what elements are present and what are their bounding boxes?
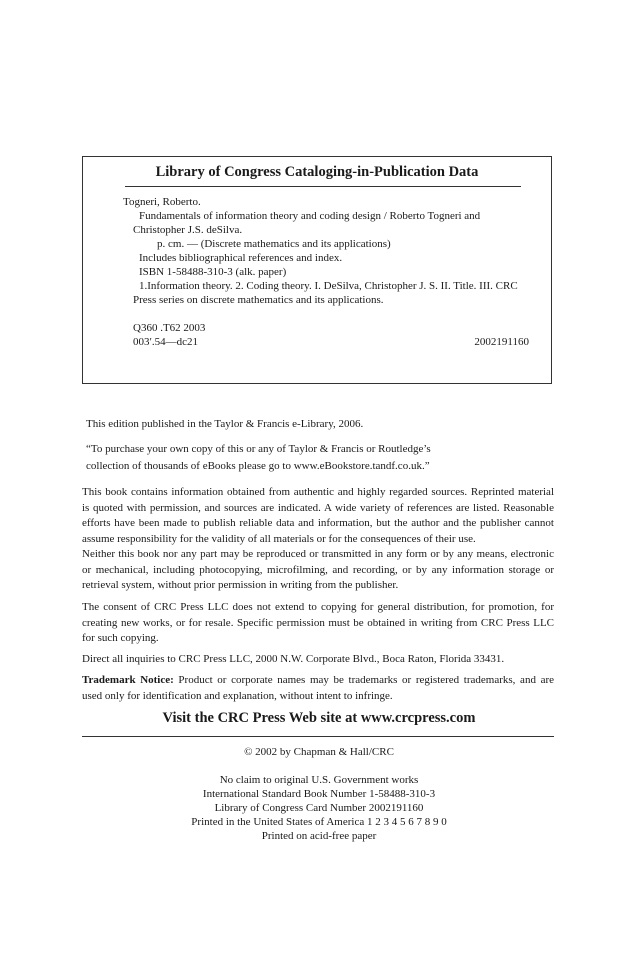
cip-isbn: ISBN 1-58488-310-3 (alk. paper)	[139, 266, 287, 278]
paragraph-disclaimer	[82, 485, 554, 547]
text-line: is quoted with permission, and sources are indicated. A wide variety of references are listed. Reasonable	[82, 501, 554, 514]
ebookstore-line: collection of thousands of eBooks please go to www.eBookstore.tandf.co.uk.”	[86, 460, 430, 472]
website-heading: Visit the CRC Press Web site at www.crcpress.com	[162, 710, 476, 726]
cip-series: p. cm. — (Discrete mathematics and its applications)	[157, 238, 391, 250]
text-line: efforts have been made to publish reliable data and information, but the author and the publisher cannot	[82, 517, 554, 529]
cip-title-rule	[125, 186, 521, 187]
edition-line: This edition published in the Taylor & Francis e-Library, 2006.	[86, 418, 364, 430]
cip-dewey: 003′.54—dc21	[133, 336, 199, 348]
text-line: Neither this book nor any part may be reproduced or transmitted in any form or by any means, electronic	[82, 548, 554, 560]
cip-title: Library of Congress Cataloging-in-Publication Data	[155, 164, 479, 180]
text-line: assume responsibility for the validity of all materials or for the consequences of their use.	[82, 532, 476, 545]
footer-line: Library of Congress Card Number 2002191160	[214, 802, 424, 814]
text-line: The consent of CRC Press LLC does not extend to copying for general distribution, for promotion, for	[82, 601, 554, 613]
copyright-line: © 2002 by Chapman & Hall/CRC	[244, 746, 394, 758]
cip-control-number: 2002191160	[474, 336, 529, 348]
text-line: for such copying.	[82, 632, 159, 644]
text-line: retrieval system, without prior permission in writing from the publisher.	[82, 579, 399, 591]
cip-subjects-cont: Press series on discrete mathematics and its applications.	[133, 294, 384, 306]
paragraph-consent	[82, 600, 554, 647]
cip-title-entry: Fundamentals of information theory and coding design / Roberto Togneri and	[139, 210, 481, 222]
bottom-rule	[82, 736, 554, 737]
footer-line: Printed on acid-free paper	[261, 830, 377, 842]
footer-line: Printed in the United States of America 1 2 3 4 5 6 7 8 9 0	[191, 816, 447, 828]
text-line	[82, 673, 554, 689]
text-line: creating new works, or for resale. Specific permission must be obtained in writing from CRC Press LLC	[82, 616, 554, 629]
paragraph-reproduction	[82, 547, 554, 594]
cip-references: Includes bibliographical references and index.	[139, 252, 343, 264]
purchase-line: “To purchase your own copy of this or any of Taylor & Francis or Routledge’s	[86, 443, 431, 455]
cip-call-number: Q360 .T62 2003	[133, 322, 206, 334]
text-line: This book contains information obtained from authentic and highly regarded sources. Reprinted material	[82, 486, 554, 498]
cip-subjects: 1.Information theory. 2. Coding theory. I. DeSilva, Christopher J. S. II. Title. III. CRC	[139, 280, 518, 292]
trademark-text: Product or corporate names may be trademarks or registered trademarks, and are	[173, 674, 554, 686]
cip-box	[82, 156, 552, 384]
cip-coauthor: Christopher J.S. deSilva.	[133, 224, 243, 236]
cip-author: Togneri, Roberto.	[123, 196, 201, 208]
paragraph-inquiries	[82, 652, 554, 668]
footer-line: International Standard Book Number 1-58488-310-3	[202, 788, 436, 800]
text-line: used only for identification and explanation, without intent to infringe.	[82, 689, 393, 702]
footer-line: No claim to original U.S. Government works	[219, 774, 419, 786]
text-line: Direct all inquiries to CRC Press LLC, 2000 N.W. Corporate Blvd., Boca Raton, Florida 33431.	[82, 653, 505, 665]
paragraph-trademark	[82, 673, 554, 704]
text-line: or mechanical, including photocopying, microfilming, and recording, or by any information storage or	[82, 563, 554, 576]
trademark-label: Trademark Notice:	[82, 674, 174, 686]
